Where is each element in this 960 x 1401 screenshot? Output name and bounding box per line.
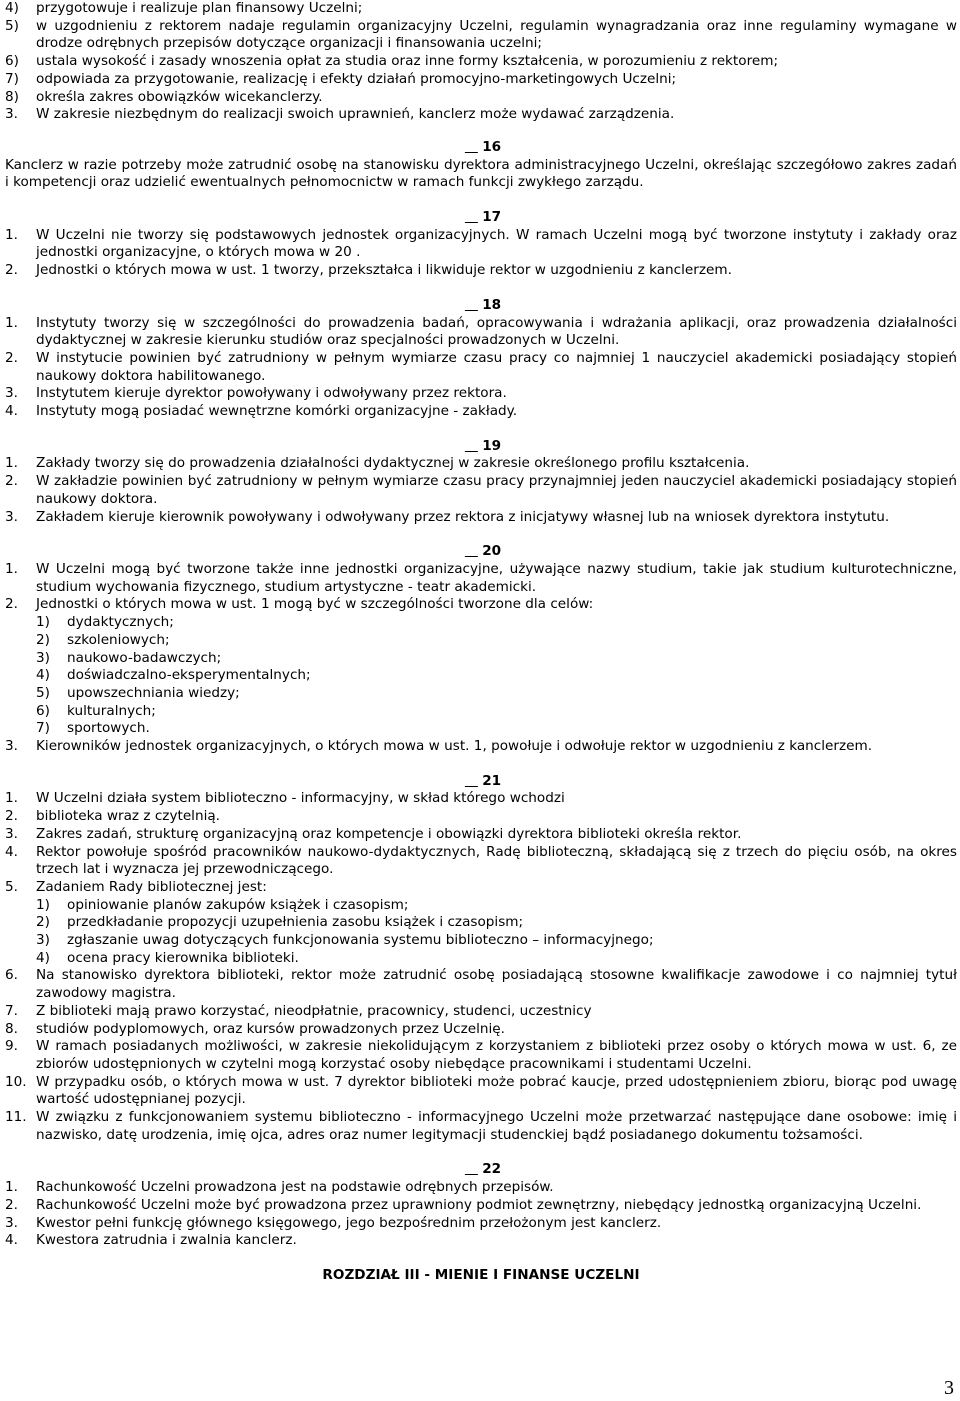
list-item: [5, 738, 957, 756]
section-16-paragraph: Kanclerz w razie potrzeby może zatrudnić osobę na stanowisku dyrektora administracyjnego Uczelni, określając szczegółowo zakres zadań i kompetencji oraz udzielić ewentualnych pełnomocnictw w ramach funkcji zwykłego zarządu.: [5, 156, 957, 191]
sub-item: [5, 897, 957, 915]
item-number: 2.: [5, 473, 18, 490]
item-number: 6): [5, 53, 19, 70]
item-number: 5.: [5, 878, 18, 895]
item-text: Zakłady tworzy się do prowadzenia działalności dydaktycznej w zakresie określonego profilu kształcenia.: [36, 455, 750, 472]
item-number: 8.: [5, 1020, 18, 1037]
item-number: 11.: [5, 1109, 27, 1126]
list-item: [5, 1038, 957, 1073]
section-sign: [465, 297, 478, 313]
item-text: W Uczelni nie tworzy się podstawowych jednostek organizacyjnych. W ramach Uczelni mogą być tworzone instytuty i zakłady oraz jednostki organizacyjne, o których mowa w 20 .: [36, 226, 957, 261]
item-text: ocena pracy kierownika biblioteki.: [67, 949, 299, 966]
list-item: [5, 1074, 957, 1109]
item-number: 3): [36, 932, 50, 949]
item-number: 3.: [5, 1214, 18, 1231]
item-text: odpowiada za przygotowanie, realizację i efekty działań promocyjno-marketingowych Uczelni;: [36, 70, 677, 87]
list-item: [5, 1003, 957, 1021]
item-text: Zadaniem Rady bibliotecznej jest:: [36, 878, 267, 895]
section-sign: [465, 438, 478, 454]
list-item: [5, 826, 957, 844]
item-number: 6.: [5, 967, 18, 984]
item-text: przedkładanie propozycji uzupełnienia zasobu książek i czasopism;: [67, 914, 524, 931]
list-item: [5, 509, 957, 527]
section-number: 19: [482, 437, 502, 454]
item-number: 1.: [5, 1179, 18, 1196]
item-number: 9.: [5, 1038, 18, 1055]
list-item: [5, 1197, 957, 1215]
list-item: [5, 808, 957, 826]
sub-item: [5, 720, 957, 738]
item-text: sportowych.: [67, 720, 150, 737]
item-number: 4): [5, 0, 19, 16]
item-text: dydaktycznych;: [67, 614, 174, 631]
item-number: 1.: [5, 560, 18, 577]
item-number: 3.: [5, 508, 18, 525]
item-number: 4): [36, 667, 50, 684]
item-number: 3.: [5, 106, 18, 123]
list-item: [5, 561, 957, 596]
sub-item: [5, 932, 957, 950]
sub-item: [5, 53, 957, 71]
item-text: upowszechniania wiedzy;: [67, 684, 240, 701]
list-item: [5, 967, 957, 1002]
list-item: [5, 473, 957, 508]
section-number: 16: [482, 138, 502, 155]
section-18-heading: [5, 297, 957, 315]
item-text: przygotowuje i realizuje plan finansowy Uczelni;: [36, 0, 363, 16]
item-number: 4.: [5, 403, 18, 420]
section-sign: [465, 1161, 478, 1177]
item-number: 2.: [5, 262, 18, 279]
item-text: W zakładzie powinien być zatrudniony w pełnym wymiarze czasu pracy przynajmniej jeden nauczyciel akademicki posiadający stopień naukowy doktora.: [36, 473, 957, 507]
item-text: biblioteka wraz z czytelnią.: [36, 808, 221, 825]
item-number: 2): [36, 631, 50, 648]
item-text: naukowo-badawczych;: [67, 649, 222, 666]
item-number: 4): [36, 949, 50, 966]
section-number: 18: [482, 296, 502, 313]
sub-item: [5, 703, 957, 721]
section-number: 17: [482, 209, 502, 226]
item-text: Z biblioteki mają prawo korzystać, nieodpłatnie, pracownicy, studenci, uczestnicy: [36, 1002, 592, 1019]
list-item: [5, 350, 957, 385]
item-text: Kwestora zatrudnia i zwalnia kanclerz.: [36, 1232, 297, 1249]
item-number: 3.: [5, 738, 18, 755]
item-number: 3.: [5, 385, 18, 402]
list-item: [5, 844, 957, 879]
list-item: [5, 1179, 957, 1197]
chapter-title: ROZDZIAŁ III - MIENIE I FINANSE UCZELNI: [322, 1267, 640, 1283]
item-number: 1): [36, 614, 50, 631]
item-number: 5): [36, 684, 50, 701]
item-number: 1): [36, 896, 50, 913]
item-number: 7): [36, 720, 50, 737]
item-number: 2.: [5, 1196, 18, 1213]
item-text: W zakresie niezbędnym do realizacji swoich uprawnień, kanclerz może wydawać zarządzenia.: [36, 106, 675, 123]
item-number: 2.: [5, 596, 18, 613]
sub-item: [5, 89, 957, 107]
section-17-heading: [5, 209, 957, 227]
item-number: 2.: [5, 349, 18, 366]
item-text: studiów podyplomowych, oraz kursów prowadzonych przez Uczelnię.: [36, 1020, 505, 1037]
item-text: w uzgodnieniu z rektorem nadaje regulamin organizacyjny Uczelni, regulamin wynagradzania oraz inne regulaminy wymagane w drodze odrębnych przepisów dotyczące organizacji i finansowania uczelni;: [36, 17, 957, 52]
sub-item: [5, 914, 957, 932]
sub-item: [5, 18, 957, 53]
list-item: [5, 315, 957, 350]
sub-item: [5, 71, 957, 89]
list-item: [5, 1021, 957, 1039]
section-number: 20: [482, 543, 502, 560]
item-text: W Uczelni działa system biblioteczno - informacyjny, w skład którego wchodzi: [36, 790, 565, 807]
list-item: [5, 227, 957, 262]
item-text: Na stanowisko dyrektora biblioteki, rektor może zatrudnić osobę posiadającą stosowne kwalifikacje zawodowe i co najmniej tytuł zawodowy magistra.: [36, 967, 957, 1002]
item-number: 1.: [5, 455, 18, 472]
item-text: określa zakres obowiązków wicekanclerzy.: [36, 88, 323, 105]
item-text: doświadczalno-eksperymentalnych;: [67, 667, 311, 684]
page-number: 3: [944, 1377, 954, 1399]
sub-item: [5, 950, 957, 968]
item-text: Rachunkowość Uczelni prowadzona jest na podstawie odrębnych przepisów.: [36, 1179, 554, 1196]
item-number: 2.: [5, 808, 18, 825]
item-text: ustala wysokość i zasady wnoszenia opłat za studia oraz inne formy kształcenia, w porozumieniu z rektorem;: [36, 53, 779, 70]
item-number: 1.: [5, 226, 18, 243]
item-text: W związku z funkcjonowaniem systemu biblioteczno - informacyjnego Uczelni może przetwarzać następujące dane osobowe: imię i nazwisko, datę urodzenia, imię ojca, adres oraz numer legitymacji studenckiej bądź posiadanego dokumentu tożsamości.: [36, 1109, 957, 1143]
item-number: 3.: [5, 825, 18, 842]
item-text: Zakładem kieruje kierownik powoływany i odwoływany przez rektora z inicjatywy własnej lub na wniosek dyrektora instytutu.: [36, 508, 890, 525]
item-text: Zakres zadań, strukturę organizacyjną oraz kompetencje i obowiązki dyrektora biblioteki określa rektor.: [36, 825, 742, 842]
sub-item: [5, 614, 957, 632]
item-number: 1.: [5, 790, 18, 807]
item-text: Rektor powołuje spośród pracowników naukowo-dydaktycznych, Radę biblioteczną, składającą się z trzech do pięciu osób, na okres trzech lat i wyznacza jej przewodniczącego.: [36, 843, 957, 878]
sub-item: [5, 632, 957, 650]
item-number: 3): [36, 649, 50, 666]
item-number: 7): [5, 70, 19, 87]
item-number: 4.: [5, 843, 18, 860]
item-text: Instytuty tworzy się w szczególności do prowadzenia badań, opracowywania i wdrażania aplikacji, oraz prowadzenia działalności dydaktycznej w zakresie kierunku studiów oraz specjalności prowadzonych w Uczelni.: [36, 314, 957, 349]
item-number: 7.: [5, 1002, 18, 1019]
item-text: Jednostki o których mowa w ust. 1 tworzy, przekształca i likwiduje rektor w uzgodnieniu z kanclerzem.: [36, 262, 732, 279]
list-item: [5, 596, 957, 614]
list-item: [5, 106, 957, 124]
list-item: [5, 262, 957, 280]
list-item: [5, 1215, 957, 1233]
item-text: Rachunkowość Uczelni może być prowadzona przez uprawniony podmiot zewnętrzny, niebędący jednostką organizacyjną Uczelni.: [36, 1196, 922, 1213]
item-text: Jednostki o których mowa w ust. 1 mogą być w szczególności tworzone dla celów:: [36, 596, 594, 613]
item-text: Instytutem kieruje dyrektor powoływany i odwoływany przez rektora.: [36, 385, 507, 402]
list-item: [5, 1232, 957, 1250]
sub-item: [5, 667, 957, 685]
section-sign: [465, 139, 478, 155]
section-sign: [465, 773, 478, 789]
section-number: 21: [482, 772, 502, 789]
section-20-heading: [5, 543, 957, 561]
section-22-heading: [5, 1161, 957, 1179]
item-text: W przypadku osób, o których mowa w ust. 7 dyrektor biblioteki może pobrać kaucje, przed udostępnieniem zbioru, biorąc pod uwagę wartość udostępnianej pozycji.: [36, 1073, 957, 1108]
sub-item: [5, 685, 957, 703]
item-text: Kwestor pełni funkcję głównego księgowego, jego bezpośrednim przełożonym jest kanclerz.: [36, 1214, 662, 1231]
section-sign: [465, 209, 478, 225]
list-item: [5, 790, 957, 808]
item-number: 2): [36, 914, 50, 931]
sub-item: [5, 0, 957, 18]
item-number: 6): [36, 702, 50, 719]
item-text: szkoleniowych;: [67, 631, 170, 648]
list-item: [5, 455, 957, 473]
item-text: Kierowników jednostek organizacyjnych, o których mowa w ust. 1, powołuje i odwołuje rektor w uzgodnieniu z kanclerzem.: [36, 738, 873, 755]
section-number: 22: [482, 1161, 502, 1178]
item-number: 8): [5, 88, 19, 105]
item-number: 4.: [5, 1232, 18, 1249]
list-item: [5, 385, 957, 403]
list-item: [5, 403, 957, 421]
section-16-heading: [5, 139, 957, 157]
item-text: Instytuty mogą posiadać wewnętrzne komórki organizacyjne - zakłady.: [36, 403, 518, 420]
item-number: 1.: [5, 314, 18, 331]
list-item: [5, 1109, 957, 1144]
item-text: kulturalnych;: [67, 702, 156, 719]
item-number: 10.: [5, 1073, 27, 1090]
item-text: W ramach posiadanych możliwości, w zakresie niekolidującym z korzystaniem z biblioteki przez osoby o których mowa w ust. 6, ze zbiorów udostępnionych w czytelni mogą korzystać osoby niebędące pracownikami i studentami Uczelni.: [36, 1038, 957, 1072]
item-number: 5): [5, 17, 19, 34]
section-21-heading: [5, 773, 957, 791]
sub-item: [5, 650, 957, 668]
document-page: [5, 0, 957, 1285]
item-text: zgłaszanie uwag dotyczących funkcjonowania systemu biblioteczno – informacyjnego;: [67, 932, 654, 949]
item-text: opiniowanie planów zakupów książek i czasopism;: [67, 896, 409, 913]
list-item: [5, 879, 957, 897]
item-text: W instytucie powinien być zatrudniony w pełnym wymiarze czasu pracy co najmniej 1 nauczyciel akademicki posiadający stopień naukowy doktora habilitowanego.: [36, 349, 957, 384]
section-19-heading: [5, 438, 957, 456]
item-text: W Uczelni mogą być tworzone także inne jednostki organizacyjne, używające nazwy studium, takie jak studium kulturotechniczne, studium wychowania fizycznego, studium artystyczne - teatr akademicki.: [36, 560, 957, 595]
section-sign: [465, 543, 478, 559]
